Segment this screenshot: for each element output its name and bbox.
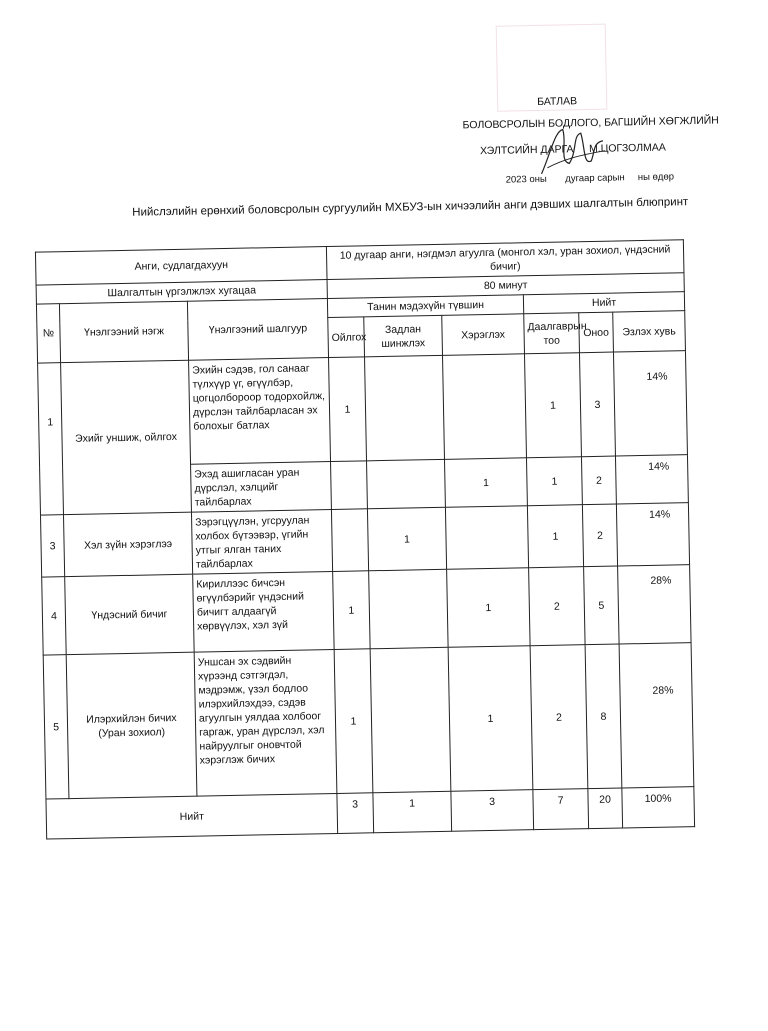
score-value: 3: [579, 352, 615, 457]
totals-label: Нийт: [46, 793, 338, 839]
total-apply: 3: [451, 790, 534, 832]
table-row: [38, 351, 688, 467]
score-value: 2: [581, 456, 616, 505]
score-value: 2: [582, 504, 617, 567]
total-tasks: 7: [533, 789, 589, 830]
assessment-unit: Хэл зүйн хэрэглээ: [63, 512, 192, 576]
analyze-count: [365, 355, 445, 460]
assessment-unit: Үндэсний бичиг: [65, 574, 194, 654]
analyze-count: [369, 569, 448, 648]
signature-icon: [533, 121, 614, 183]
approval-position-line1: БОЛОВСРОЛЫН БОДЛОГО, БАГШИЙН ХӨГЖЛИЙН: [462, 114, 719, 132]
total-share: 100%: [622, 787, 695, 828]
analyze-count: [370, 647, 451, 792]
column-header-no: №: [36, 304, 60, 363]
apply-count: 1: [447, 568, 530, 648]
table-row: [42, 565, 691, 655]
column-header-apply: Хэрэглэх: [442, 314, 525, 356]
total-score: 20: [588, 788, 623, 829]
tasks-count: 2: [529, 567, 585, 646]
class-subject-value: 10 дугаар анги, нэгдмэл агуулга (монгол хэл, уран зохиол, үндэсний бичиг): [326, 240, 684, 280]
share-value: 14%: [613, 351, 687, 456]
understand-count: 1: [334, 649, 373, 794]
approval-title: БАТЛАВ: [537, 95, 578, 108]
tasks-count: 2: [530, 645, 588, 790]
duration-label: Шалгалтын үргэлжлэх хугацаа: [36, 280, 327, 305]
column-header-unit: Үнэлгээний нэгж: [59, 301, 188, 362]
apply-count: 1: [448, 646, 533, 792]
apply-count: [445, 506, 528, 570]
assessment-unit: Илэрхийлэн бичих (Уран зохиол): [66, 652, 197, 798]
assessment-criteria: Кириллээс бичсэн өгүүлбэрийг үндэсний бичигт алдаагүй хөрвүүлэх, хэл зүй: [193, 571, 334, 652]
row-number: 3: [40, 515, 64, 577]
column-header-cognitive-level: Танин мэдэхүйн түвшин: [327, 295, 523, 318]
assessment-criteria: Эхэд ашигласан уран дүрслэл, хэлцийг тайлбарлах: [191, 462, 332, 513]
assessment-unit: Эхийг уншиж, ойлгох: [61, 360, 192, 514]
assessment-criteria: Уншсан эх сэдвийн хүрээнд сэтгэгдэл, мэдрэмж, үзэл бодлоо илэрхийлэхдээ, сэдэв агуулгын уялдаа холбоог гаргаж, уран дүрслэл, хэл найруулгыг оновчтой хэрэглэж бичих: [194, 649, 337, 796]
approval-date: 2023 оны дугаар сарын ны өдөр: [505, 171, 675, 186]
assessment-criteria: Зэрэгцүүлэн, угсруулан холбох бүтээвэр, үгийн утгыг ялган таних тайлбарлах: [191, 510, 332, 575]
apply-count: [443, 354, 527, 460]
analyze-count: 1: [367, 507, 446, 570]
row-number: 4: [42, 577, 66, 655]
column-header-understand: Ойлгох: [328, 317, 365, 358]
share-value: 14%: [616, 503, 689, 566]
duration-value: 80 минут: [327, 273, 684, 299]
understand-count: 1: [329, 357, 367, 462]
row-number: 5: [43, 655, 69, 799]
score-value: 5: [584, 566, 619, 645]
analyze-count: [367, 459, 446, 508]
tasks-count: 1: [527, 505, 583, 568]
class-subject-label: Анги, судлагдахуун: [35, 247, 327, 286]
share-value: 28%: [619, 643, 694, 788]
document-title: Нийслэлийн ерөнхий боловсролын сургуулийн МХБУЗ-ын хичээлийн анги дэвших шалгалтын блюпринт: [132, 196, 689, 219]
approver-name: М.ЦОГЗОЛМАА: [588, 141, 666, 155]
total-understand: 3: [337, 793, 374, 834]
share-value: 14%: [615, 455, 688, 504]
column-header-share: Эзлэх хувь: [613, 311, 686, 352]
blueprint-table: [35, 239, 695, 839]
tasks-count: 1: [524, 353, 581, 458]
assessment-criteria: Эхийн сэдэв, гол санааг түлхүүр үг, өгүүлбэр, цогцолбороор тодорхойлж, дүрслэн тайлбарласан эх болохыг батлах: [189, 358, 331, 465]
column-header-score: Оноо: [579, 312, 614, 353]
total-analyze: 1: [373, 791, 452, 832]
score-value: 8: [585, 644, 622, 789]
apply-count: 1: [445, 458, 528, 508]
understand-count: [331, 509, 368, 572]
understand-count: 1: [333, 571, 370, 650]
approval-position-line2: ХЭЛТСИЙН ДАРГА: [479, 143, 574, 158]
understand-count: [331, 461, 368, 510]
row-number: 1: [38, 363, 64, 515]
column-header-criteria: Үнэлгээний шалгуур: [187, 299, 328, 361]
column-header-tasks-count: Даалгаврын тоо: [524, 313, 580, 354]
table-row: [43, 643, 694, 799]
column-header-analyze: Задлан шинжлэх: [364, 315, 443, 356]
tasks-count: 1: [526, 457, 582, 506]
column-header-total: Нийт: [523, 292, 684, 314]
share-value: 28%: [618, 565, 692, 644]
